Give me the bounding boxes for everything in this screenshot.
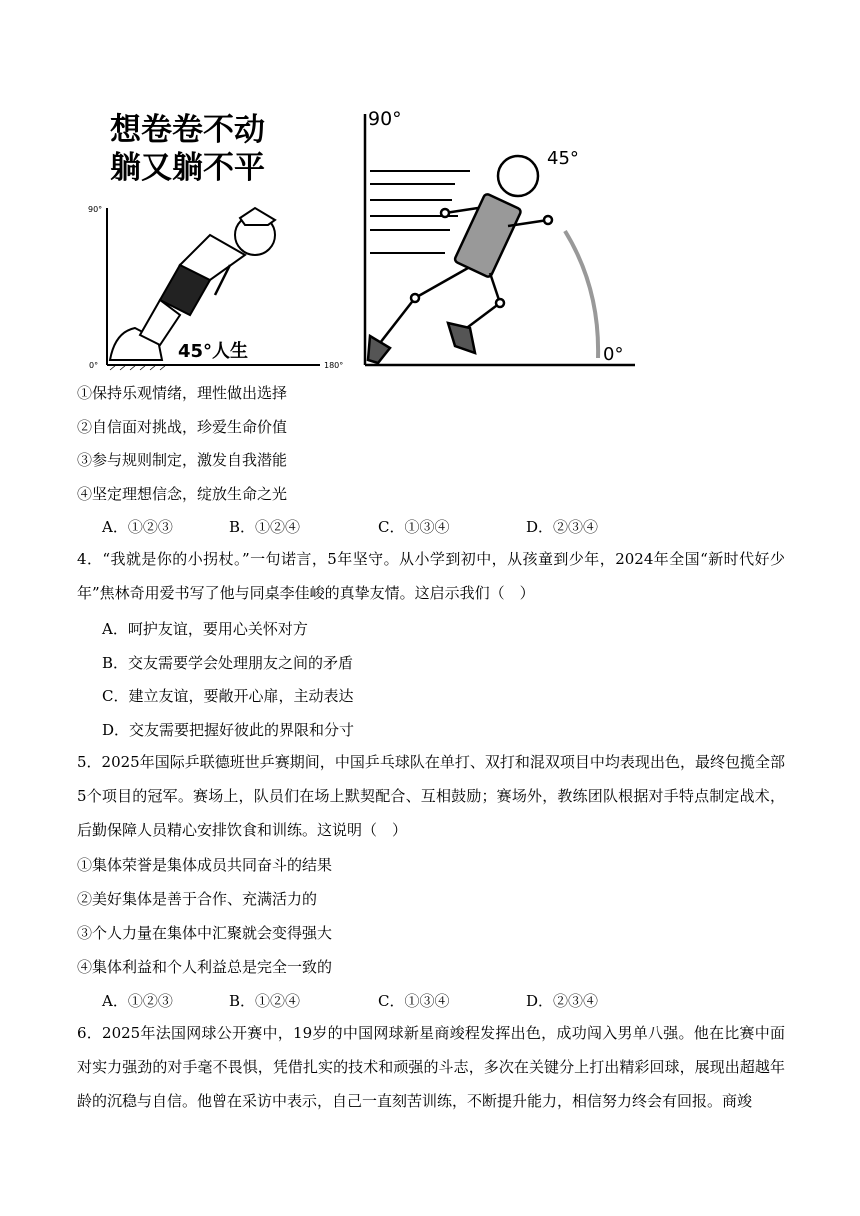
q4-option-d[interactable]: D．交友需要把握好彼此的界限和分寸 [102,721,355,739]
q3-item-1: ①保持乐观情绪，理性做出选择 [77,384,288,402]
axis-label-90: 90° [88,205,103,214]
q5-option-d[interactable]: D．②③④ [526,992,599,1010]
figure-runner [360,108,640,370]
q5-item-1: ①集体荣誉是集体成员共同奋斗的结果 [77,856,333,874]
q3-option-c[interactable]: C．①③④ [378,518,450,536]
angle-arc [565,231,598,358]
q3-option-d[interactable]: D．②③④ [526,518,599,536]
axis-label-0-right: 0° [603,344,624,365]
q6-stem: 6．2025年法国网球公开赛中，19岁的中国网球新星商竣程发挥出色，成功闯入男单八强。他在比赛中面对实力强劲的对手毫不畏惧，凭借扎实的技术和顽强的斗志，多次在关键分上打出精彩回球，展现出超越年龄的沉稳与自信。他曾在采访中表示，自己一直刻苦训练，不断提升能力，相信努力终会有回报。商竣 [77,1024,785,1110]
leaning-person-illustration [110,208,275,360]
q5-option-c[interactable]: C．①③④ [378,992,450,1010]
angle-label-45: 45° [547,148,579,169]
axis-label-180: 180° [324,361,344,370]
q3-item-2: ②自信面对挑战，珍爱生命价值 [77,418,288,436]
figure-45-life [80,100,345,372]
axis-label-90-right: 90° [368,108,402,130]
q4-stem: 4．“我就是你的小拐杖。”一句诺言，5年坚守。从小学到初中，从孩童到少年，2024年全国“新时代好少年”焦林奇用爱书写了他与同桌李佳峻的真挚友情。这启示我们（ ） [77,550,785,602]
q5-item-2: ②美好集体是善于合作、充满活力的 [77,890,318,908]
q3-option-a[interactable]: A．①②③ [102,518,173,536]
q3-option-b[interactable]: B．①②④ [229,518,301,536]
q3-item-3: ③参与规则制定，激发自我潜能 [77,451,288,469]
figure-label-45-life: 45°人生 [178,341,249,362]
q4-option-b[interactable]: B．交友需要学会处理朋友之间的矛盾 [102,654,354,672]
q5-item-3: ③个人力量在集体中汇聚就会变得强大 [77,924,333,942]
q3-item-4: ④坚定理想信念，绽放生命之光 [77,485,288,503]
q5-item-4: ④集体利益和个人利益总是完全一致的 [77,958,333,976]
runner-illustration [368,156,552,363]
q5-option-b[interactable]: B．①②④ [229,992,301,1010]
figure-caption-line2: 躺又躺不平 [110,150,265,186]
q5-stem: 5．2025年国际乒联德班世乒赛期间，中国乒乓球队在单打、双打和混双项目中均表现出色，最终包揽全部5个项目的冠军。赛场上，队员们在场上默契配合、互相鼓励；赛场外，教练团队根据对手特点制定战术，后勤保障人员精心安排饮食和训练。这说明（ ） [77,753,785,839]
q5-option-a[interactable]: A．①②③ [102,992,173,1010]
q4-option-c[interactable]: C．建立友谊，要敞开心扉，主动表达 [102,687,354,705]
axis-label-0: 0° [89,361,99,370]
figure-caption-line1: 想卷卷不动 [110,112,265,148]
q4-option-a[interactable]: A．呵护友谊，要用心关怀对方 [102,620,308,638]
